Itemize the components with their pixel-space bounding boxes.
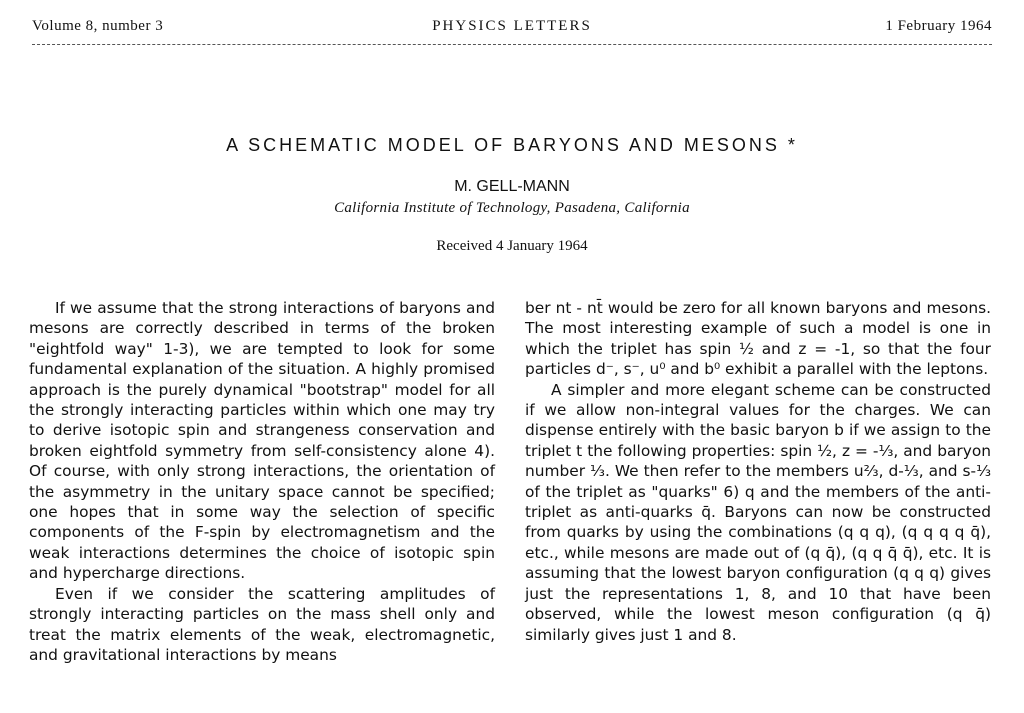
author-affiliation: California Institute of Technology, Pasadena, California	[334, 200, 690, 216]
header-rule	[32, 44, 992, 45]
paragraph: If we assume that the strong interactions of baryons and mesons are correctly described in terms of the broken "eightfold way" 1-3), we are tempted to look for some fundamental explanation of the situation. A highly promised approach is the purely dynamical "bootstrap" model for all the strongly interacting particles within which one may try to derive isotopic spin and strangeness conservation and broken eightfold symmetry from self-consistency alone 4). Of course, with only strong interactions, the orientation of the asymmetry in the unitary space cannot be specified; one hopes that in some way the selection of specific components of the F-spin by electromagnetism and the weak interactions determines the choice of isotopic spin and hypercharge directions.	[29, 299, 495, 583]
paragraph: A simpler and more elegant scheme can be constructed if we allow non-integral values for the charges. We can dispense entirely with the basic baryon b if we assign to the triplet t the following properties: spin ½, z = -⅓, and baryon number ⅓. We then refer to the members u⅔, d-⅓, and s-⅓ of the triplet as "quarks" 6) q and the members of the anti-triplet as anti-quarks q̄. Baryons can now be constructed from quarks by using the combinations (q q q), (q q q q q̄), etc., while mesons are made out of (q q̄), (q q q̄ q̄), etc. It is assuming that the lowest baryon configuration (q q q) gives just the representations 1, 8, and 10 that have been observed, while the lowest meson configuration (q q̄) similarly gives just 1 and 8.	[525, 380, 991, 644]
right-column	[525, 298, 991, 645]
author-name: M. GELL-MANN	[454, 178, 570, 195]
journal-name: PHYSICS LETTERS	[432, 18, 592, 34]
issue-date: 1 February 1964	[885, 18, 992, 34]
running-header	[32, 12, 992, 38]
left-column	[29, 298, 495, 665]
volume-number: Volume 8, number 3	[32, 18, 164, 34]
paragraph: ber nt - nt̄ would be zero for all known baryons and mesons. The most interesting example of such a model is one in which the triplet has spin ½ and z = -1, so that the four particles d⁻, s⁻, u⁰ and b⁰ exhibit a parallel with the leptons.	[525, 299, 991, 379]
received-date: Received 4 January 1964	[436, 238, 588, 254]
paragraph: Even if we consider the scattering amplitudes of strongly interacting particles on the mass shell only and treat the matrix elements of the weak, electromagnetic, and gravitational interactions by means	[29, 584, 495, 664]
article-title: A SCHEMATIC MODEL OF BARYONS AND MESONS *	[226, 135, 798, 155]
